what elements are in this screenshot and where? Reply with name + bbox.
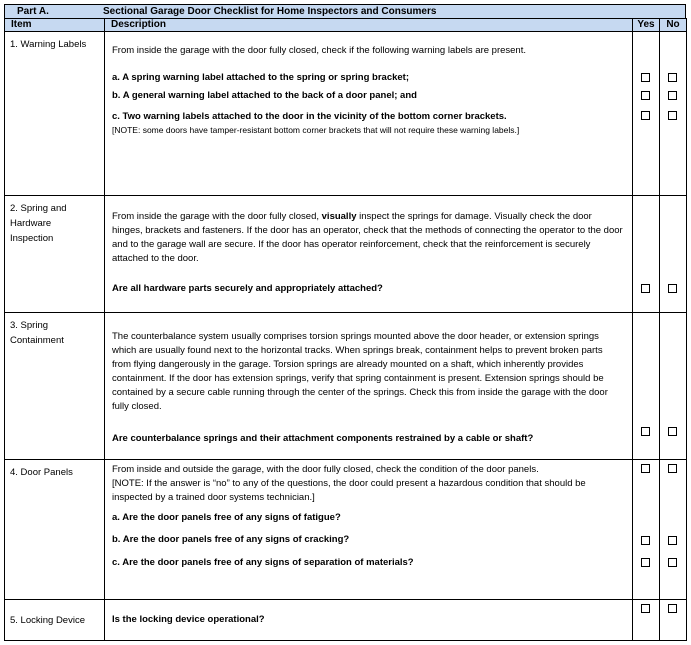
column-header-row	[5, 19, 687, 32]
intro-text: From inside the garage with the door fully closed, check if the following warning labels are present.	[112, 45, 526, 56]
checkbox-no-4c[interactable]	[668, 558, 677, 567]
yes-cell	[633, 313, 660, 460]
yes-cell	[633, 196, 660, 313]
row-warning-labels	[5, 32, 687, 196]
checklist-table	[4, 18, 687, 641]
item-label: 4. Door Panels	[5, 460, 105, 600]
yes-cell	[633, 460, 660, 600]
yes-cell	[633, 600, 660, 641]
col-item-header: Item	[5, 19, 105, 32]
question: Are counterbalance springs and their attachment components restrained by a cable or shaft?	[112, 433, 534, 444]
question-c: c. Two warning labels attached to the door in the vicinity of the bottom corner brackets.	[112, 111, 507, 122]
checkbox-yes-5[interactable]	[641, 604, 650, 613]
row-spring-containment	[5, 313, 687, 460]
checkbox-no-1a[interactable]	[668, 73, 677, 82]
description-cell	[105, 32, 633, 196]
intro-text: From inside and outside the garage, with the door fully closed, check the condition of the door panels.	[112, 464, 539, 475]
checkbox-no-1c[interactable]	[668, 111, 677, 120]
question-a: a. Are the door panels free of any signs of fatigue?	[112, 512, 341, 523]
question-b: b. A general warning label attached to the back of a door panel; and	[112, 90, 417, 101]
description-cell	[105, 313, 633, 460]
description-cell	[105, 600, 633, 641]
intro-text-emphasis: visually	[321, 211, 357, 222]
intro-text-part: inspect the springs for damage. Visually check the door hinges, brackets and fasteners. If the door has an operator, check that the methods of connecting the operator to the door and to the garage wall are secure. If the door has operator reinforcement, check that the reinforcement is securely attached to the door.	[112, 211, 623, 264]
checkbox-yes-4-header[interactable]	[641, 464, 650, 473]
note-text: [NOTE: some doors have tamper-resistant bottom corner brackets that will not require these warning labels.]	[112, 125, 520, 135]
description-cell	[105, 196, 633, 313]
item-label: 1. Warning Labels	[5, 32, 105, 196]
item-label-line2: Containment	[10, 335, 64, 346]
question-b: b. Are the door panels free of any signs of cracking?	[112, 534, 350, 545]
description-cell	[105, 460, 633, 600]
no-cell	[660, 460, 687, 600]
no-cell	[660, 196, 687, 313]
checkbox-no-4-header[interactable]	[668, 464, 677, 473]
checkbox-no-3[interactable]	[668, 427, 677, 436]
item-label	[5, 313, 105, 460]
item-label	[5, 196, 105, 313]
checkbox-yes-1c[interactable]	[641, 111, 650, 120]
intro-text	[112, 210, 624, 266]
row-locking-device	[5, 600, 687, 641]
checkbox-no-2[interactable]	[668, 284, 677, 293]
question-c: c. Are the door panels free of any signs of separation of materials?	[112, 557, 414, 568]
item-label: 5. Locking Device	[5, 600, 105, 641]
intro-text: The counterbalance system usually comprises torsion springs mounted above the door header, or extension springs which are usually found next to the horizontal tracks. When springs break, containment helps to prevent broken parts from flying dangerously in the garage. Torsion springs are already mounted on a shaft, which inherently provides containment. If the door has extension springs, verify that spring containment is present. Extension springs should be contained by a secure cable running through the center of the springs. Check this from inside the garage with the door fully closed.	[112, 331, 608, 412]
checkbox-no-4b[interactable]	[668, 536, 677, 545]
yes-cell	[633, 32, 660, 196]
item-label-line1: 2. Spring and	[10, 203, 67, 214]
row-spring-hardware	[5, 196, 687, 313]
col-yes-header: Yes	[633, 19, 660, 32]
checkbox-no-5[interactable]	[668, 604, 677, 613]
row-door-panels	[5, 460, 687, 600]
item-label-line2: Hardware	[10, 218, 52, 229]
checkbox-yes-2[interactable]	[641, 284, 650, 293]
no-cell	[660, 600, 687, 641]
item-label-line3: Inspection	[10, 233, 54, 244]
checkbox-yes-4c[interactable]	[641, 558, 650, 567]
question: Are all hardware parts securely and appropriately attached?	[112, 283, 383, 294]
checkbox-yes-4b[interactable]	[641, 536, 650, 545]
no-cell	[660, 313, 687, 460]
question: Is the locking device operational?	[112, 614, 265, 625]
part-header	[4, 4, 686, 18]
checklist-sheet	[4, 4, 686, 641]
item-label-line1: 3. Spring	[10, 320, 49, 331]
question-a: a. A spring warning label attached to the spring or spring bracket;	[112, 72, 410, 83]
checkbox-yes-1b[interactable]	[641, 91, 650, 100]
note-text: [NOTE: If the answer is “no” to any of the questions, the door could present a hazardous condition that should be inspected by a trained door systems technician.]	[112, 478, 586, 503]
intro-text-part: From inside the garage with the door fully closed,	[112, 211, 322, 222]
col-no-header: No	[660, 19, 687, 32]
part-label: Part A.	[17, 6, 49, 17]
col-description-header: Description	[105, 19, 633, 32]
checkbox-no-1b[interactable]	[668, 91, 677, 100]
no-cell	[660, 32, 687, 196]
checkbox-yes-3[interactable]	[641, 427, 650, 436]
checklist-title: Sectional Garage Door Checklist for Home Inspectors and Consumers	[103, 6, 437, 17]
checkbox-yes-1a[interactable]	[641, 73, 650, 82]
